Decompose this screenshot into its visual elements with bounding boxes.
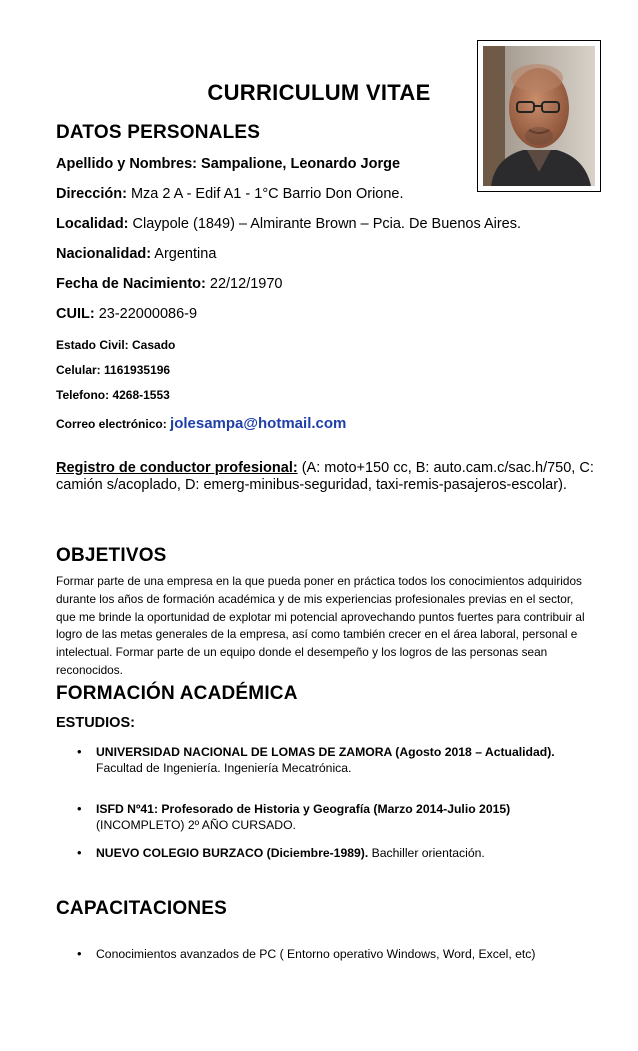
apellido-line (56, 156, 400, 172)
bullet-icon: • (77, 801, 82, 816)
direccion-label: Dirección: (56, 186, 127, 202)
nacionalidad-value: Argentina (151, 246, 217, 262)
section-heading-objetivos: OBJETIVOS (56, 545, 167, 566)
telefono: Telefono: 4268-1553 (56, 388, 170, 402)
cuil-line (56, 306, 197, 322)
estudio-title: NUEVO COLEGIO BURZACO (Diciembre-1989). (96, 846, 369, 860)
bullet-icon: • (77, 946, 82, 961)
estudio-detail: (INCOMPLETO) 2º AÑO CURSADO. (96, 817, 296, 832)
estudio-title: ISFD Nº41: Profesorado de Historia y Geografía (Marzo 2014-Julio 2015) (96, 802, 511, 816)
capacitacion-item: Conocimientos avanzados de PC ( Entorno operativo Windows, Word, Excel, etc) (96, 947, 536, 961)
document-title: CURRICULUM VITAE (207, 80, 431, 105)
celular: Celular: 1161935196 (56, 363, 171, 377)
email-link[interactable]: jolesampa@hotmail.com (170, 415, 347, 432)
localidad-label: Localidad: (56, 216, 129, 232)
bullet-icon: • (77, 744, 82, 759)
estudio-detail: Bachiller orientación. (368, 846, 485, 860)
portrait-photo-icon (483, 46, 595, 186)
estado-civil: Estado Civil: Casado (56, 338, 176, 352)
cuil-label: CUIL: (56, 306, 95, 322)
section-heading-formacion: FORMACIÓN ACADÉMICA (56, 683, 298, 704)
section-heading-capacitaciones: CAPACITACIONES (56, 898, 227, 919)
apellido-label: Apellido y Nombres: Sampalione, Leonardo Jorge (56, 156, 401, 172)
estudio-item-unlz (96, 745, 596, 776)
correo-label: Correo electrónico: (56, 417, 171, 431)
section-heading-datos-personales: DATOS PERSONALES (56, 122, 261, 143)
nacimiento-line (56, 276, 282, 292)
registro-label: Registro de conductor profesional: (56, 460, 298, 476)
nacimiento-value: 22/12/1970 (205, 276, 283, 292)
registro-conductor (56, 460, 596, 494)
objetivos-text: Formar parte de una empresa en la que pueda poner en práctica todos los conocimientos adquiridos durante los años de formación académica y de mis experiencias profesionales previas en el sector, que me brinde la oportunidad de explotar mi potencial aprovechando puntos fuertes para contribuir al logro de las metas generales de la empresa, así como también crecer en el área laboral, personal e intelectual. Formar parte de un equipo donde el desempeño y los logros de las personas sean reconocidos. (56, 574, 585, 677)
nacionalidad-line (56, 246, 216, 262)
estudio-detail: Facultad de Ingeniería. Ingeniería Mecatrónica. (96, 760, 352, 775)
estudio-title: UNIVERSIDAD NACIONAL DE LOMAS DE ZAMORA (Agosto 2018 – Actualidad). (96, 745, 555, 759)
direccion-line (56, 186, 404, 202)
bullet-icon: • (77, 845, 82, 860)
localidad-line (56, 216, 521, 232)
registro-value: (A: moto+150 cc, B: auto.cam.c/sac.h/750, C: camión s/acoplado, D: emerg-minibus-seguridad, taxi-remis-pasajeros-escolar). (56, 460, 594, 493)
nacimiento-label: Fecha de Nacimiento: (56, 276, 206, 292)
nacionalidad-label: Nacionalidad: (56, 246, 152, 262)
direccion-value: Mza 2 A - Edif A1 - 1°C Barrio Don Orione. (126, 186, 404, 202)
photo-frame (477, 40, 601, 192)
correo-line (56, 415, 346, 432)
estudio-item-colegio (96, 846, 596, 862)
cuil-value: 23-22000086-9 (94, 306, 198, 322)
localidad-value: Claypole (1849) – Almirante Brown – Pcia. De Buenos Aires. (128, 216, 522, 232)
estudios-subheading: ESTUDIOS: (56, 715, 135, 731)
estudio-item-isfd (96, 802, 596, 833)
